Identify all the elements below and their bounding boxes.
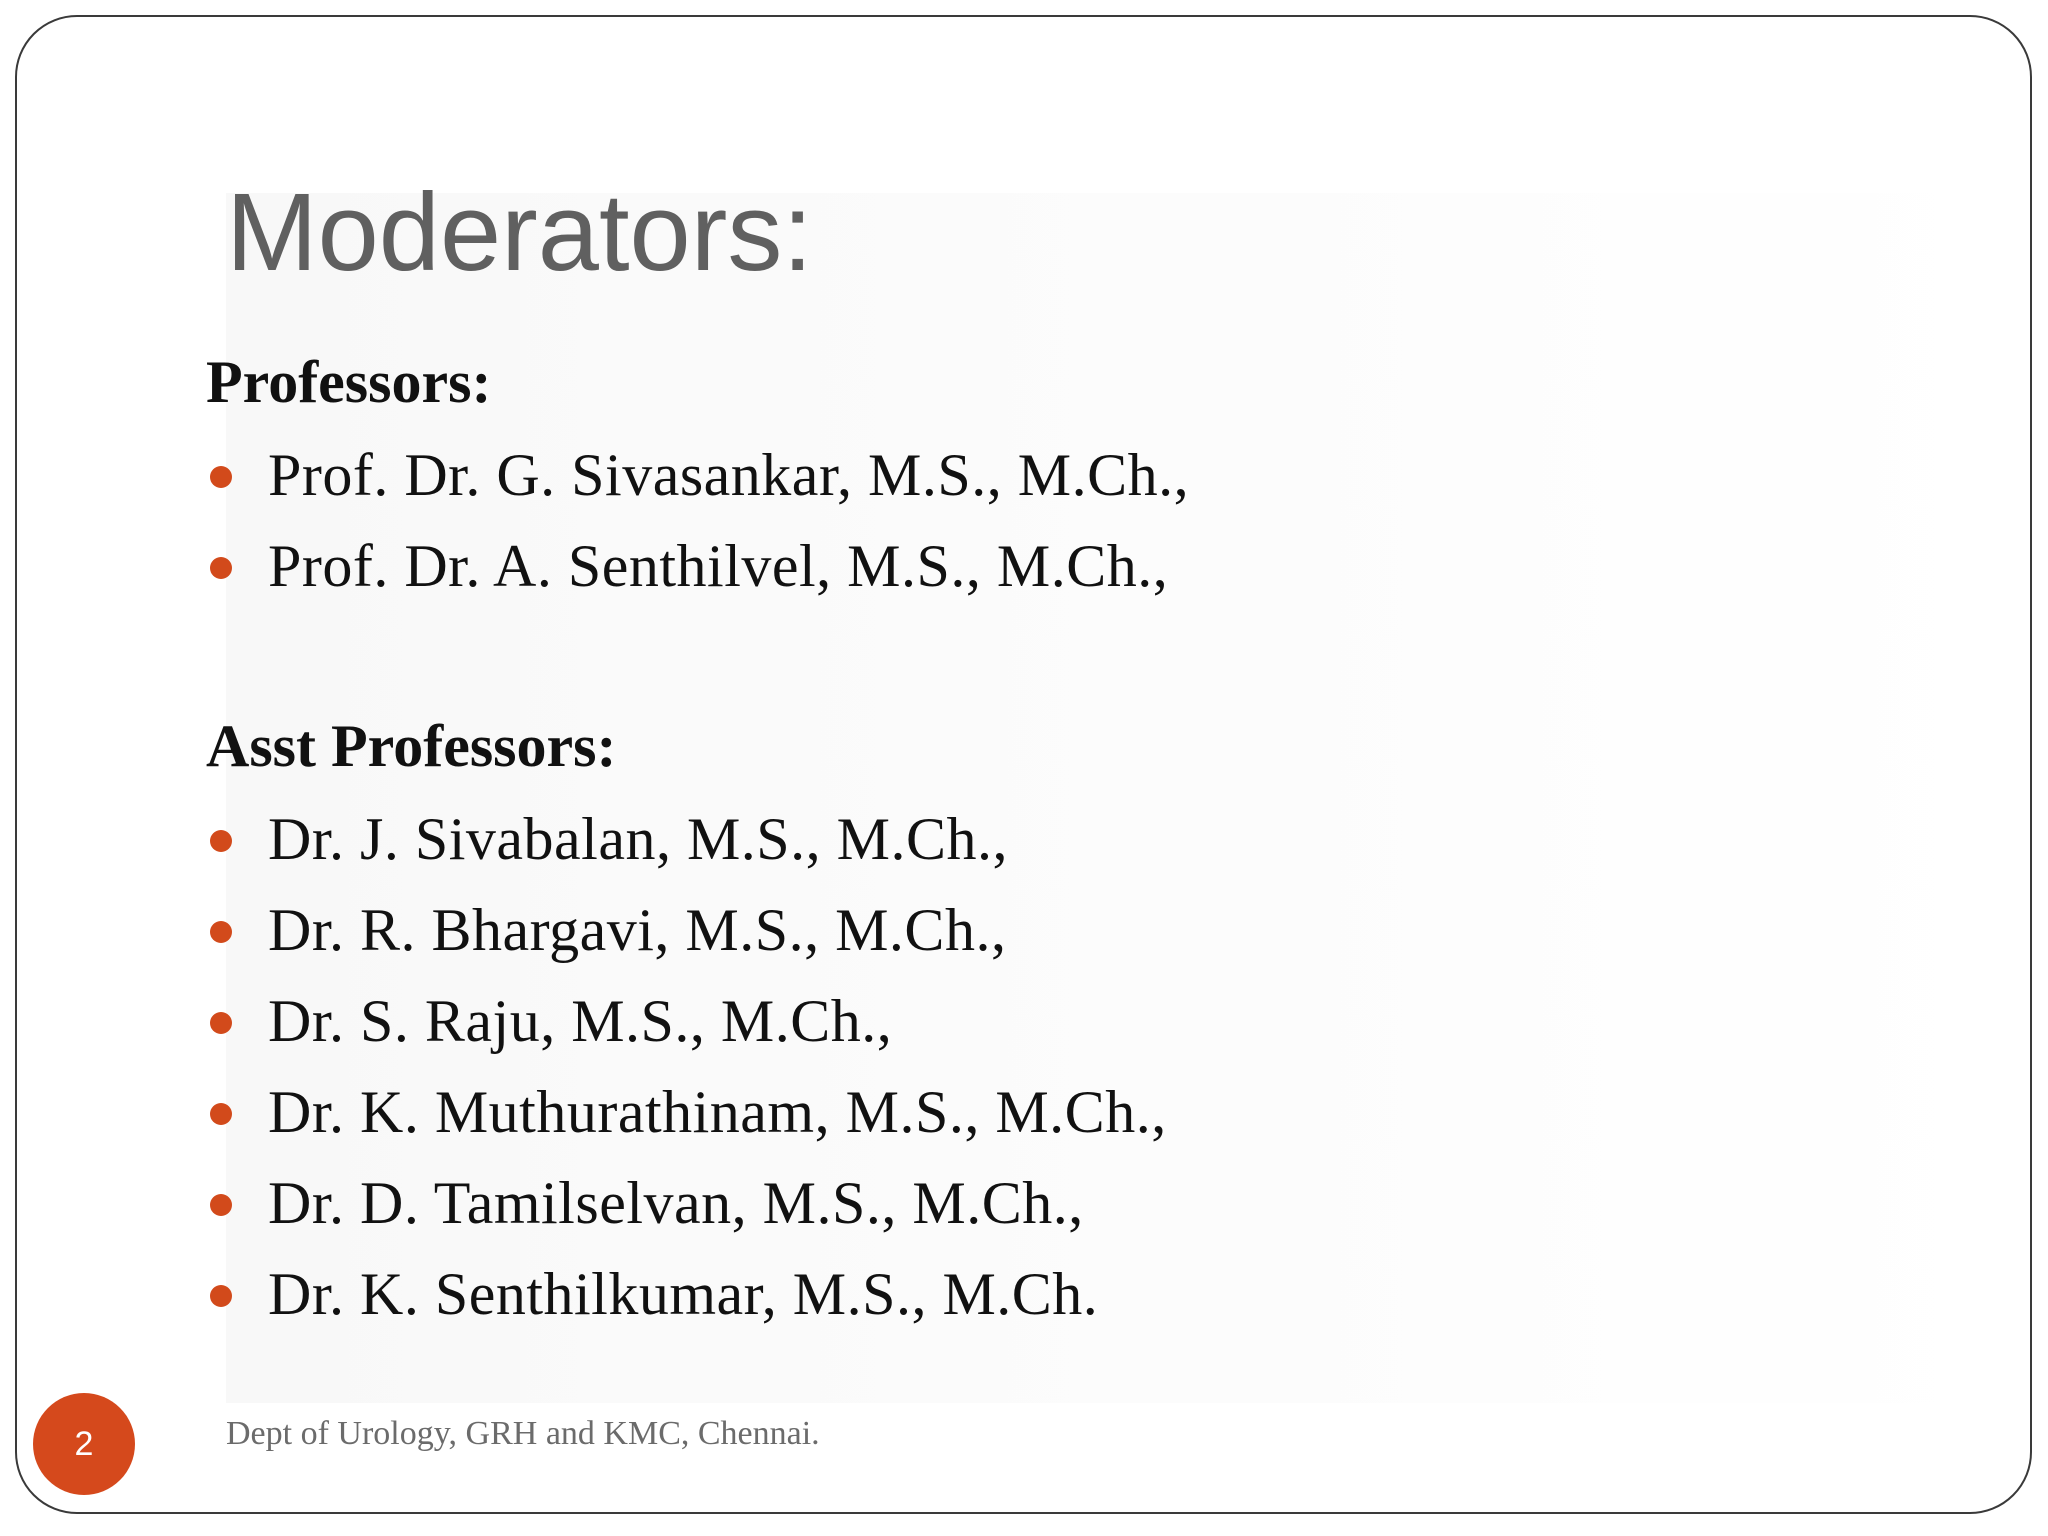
- bullet-icon: [210, 830, 232, 852]
- list-item-text: Dr. J. Sivabalan, M.S., M.Ch.,: [268, 806, 1009, 872]
- slide-title: Moderators:: [226, 171, 813, 294]
- bullet-icon: [210, 1194, 232, 1216]
- footer-text: Dept of Urology, GRH and KMC, Chennai.: [226, 1415, 820, 1452]
- list-item-text: Prof. Dr. G. Sivasankar, M.S., M.Ch.,: [268, 442, 1190, 508]
- bullet-icon: [210, 1285, 232, 1307]
- bullet-icon: [210, 557, 232, 579]
- bullet-icon: [210, 1103, 232, 1125]
- list-item-text: Dr. K. Senthilkumar, M.S., M.Ch.: [268, 1261, 1099, 1327]
- section-heading-asst-professors: Asst Professors:: [206, 713, 617, 779]
- list-item-text: Dr. D. Tamilselvan, M.S., M.Ch.,: [268, 1170, 1084, 1236]
- bullet-icon: [210, 466, 232, 488]
- list-item-text: Dr. S. Raju, M.S., M.Ch.,: [268, 988, 893, 1054]
- slide-number-badge: 2: [33, 1393, 135, 1495]
- section-heading-professors: Professors:: [206, 349, 492, 415]
- bullet-icon: [210, 921, 232, 943]
- list-item-text: Prof. Dr. A. Senthilvel, M.S., M.Ch.,: [268, 533, 1169, 599]
- list-item-text: Dr. R. Bhargavi, M.S., M.Ch.,: [268, 897, 1007, 963]
- list-item-text: Dr. K. Muthurathinam, M.S., M.Ch.,: [268, 1079, 1167, 1145]
- bullet-icon: [210, 1012, 232, 1034]
